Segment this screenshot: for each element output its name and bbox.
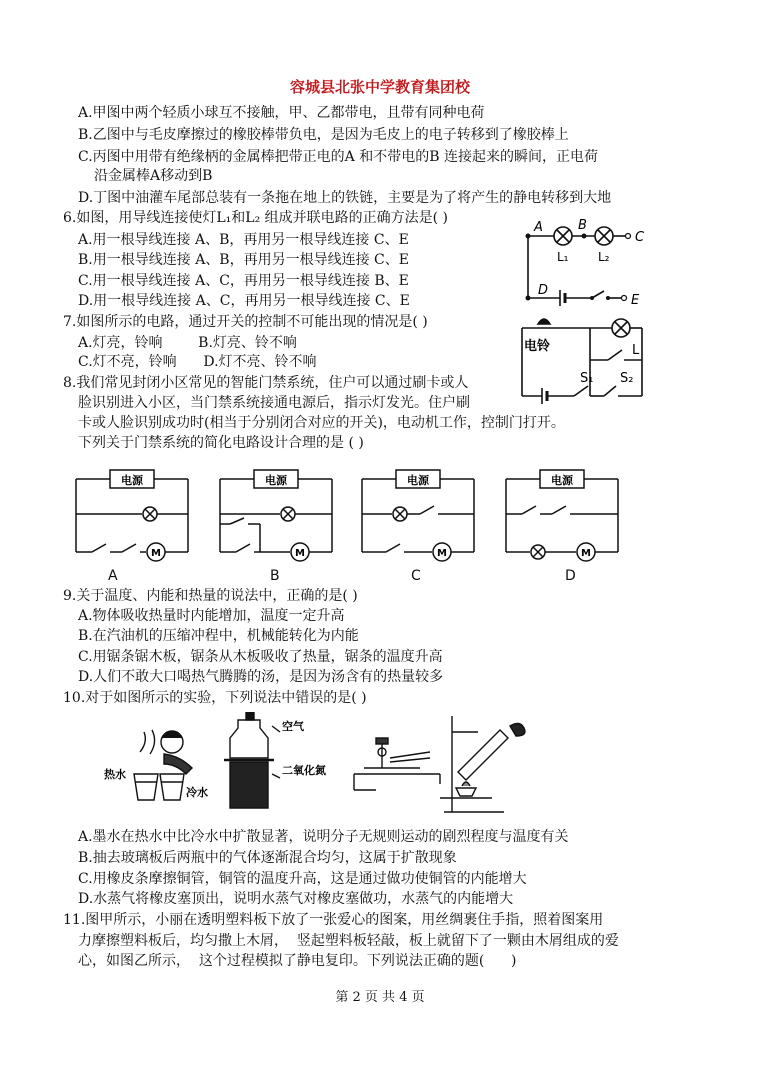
q9-stem: 9.关于温度、内能和热量的说法中，正确的是( )	[63, 588, 358, 604]
q10-no2-label: 二氧化氮	[282, 764, 326, 777]
q9-option-a: A.物体吸收热量时内能增加，温度一定升高	[78, 608, 345, 624]
q8-b-motor-label: M	[295, 548, 305, 559]
q10-hot-water-label: 热水	[104, 768, 126, 781]
q8-c-source-label: 电源	[407, 474, 429, 487]
q10-option-b: B.抽去玻璃板后两瓶中的气体逐渐混合均匀，这属于扩散现象	[78, 850, 457, 866]
page-footer: 第 2 页 共 4 页	[335, 990, 425, 1005]
q8-line-3: 卡或人脸识别成功时(相当于分别闭合对应的开关)，电动机工作，控制门打开。	[78, 415, 565, 431]
q8-circuit-a	[70, 468, 194, 564]
q7-circuit-figure	[516, 312, 650, 410]
q9-option-b: B.在汽油机的压缩冲程中，机械能转化为内能	[78, 628, 359, 644]
q8-d-source-label: 电源	[551, 474, 573, 487]
q8-line-1: 8.我们常见封闭小区常见的智能门禁系统，住户可以通过刷卡或人	[63, 375, 469, 391]
q5-option-b: B.乙图中与毛皮摩擦过的橡胶棒带负电，是因为毛皮上的电子转移到了橡胶棒上	[78, 127, 569, 143]
q9-option-c: C.用锯条锯木板，锯条从木板吸收了热量，锯条的温度升高	[78, 649, 443, 665]
q6-option-d: D.用一根导线连接 A、C，再用另一根导线连接 C、E	[78, 293, 410, 309]
q8-b-source-label: 电源	[265, 474, 287, 487]
q10-option-c: C.用橡皮条摩擦铜管，铜管的温度升高，这是通过做功使铜管的内能增大	[78, 871, 527, 887]
q6-label-a: A	[534, 220, 543, 235]
q7-bell-label: 电铃	[524, 339, 551, 354]
q6-label-b: B	[578, 218, 587, 233]
q11-line-2: 力摩擦塑料板后，均匀撒上木屑， 竖起塑料板轻敲，板上就留下了一颗由木屑组成的爱	[78, 933, 619, 949]
q6-option-a: A.用一根导线连接 A、B，再用另一根导线连接 C、E	[78, 232, 409, 248]
q7-s1-label: S₁	[580, 371, 594, 386]
q8-circuit-b	[214, 468, 338, 564]
q8-line-2: 脸识别进入小区，当门禁系统接通电源后，指示灯发光。住户刷	[78, 395, 470, 411]
q7-stem: 7.如图所示的电路，通过开关的控制不可能出现的情况是( )	[63, 314, 428, 330]
q10-stem: 10.对于如图所示的实验，下列说法中错误的是( )	[63, 690, 367, 706]
q8-caption-c: C	[411, 568, 421, 584]
q6-label-e: E	[631, 293, 640, 308]
q10-option-a: A.墨水在热水中比冷水中扩散显著，说明分子无规则运动的剧烈程度与温度有关	[78, 829, 569, 845]
q10-experiment-figures	[100, 712, 540, 818]
q11-line-3: 心，如图乙所示， 这个过程模拟了静电复印。下列说法正确的题( )	[78, 953, 517, 969]
q6-option-c: C.用一根导线连接 A、C，再用另一根导线连接 B、E	[78, 273, 409, 289]
school-header: 容城县北张中学教育集团校	[289, 78, 470, 96]
q8-caption-d: D	[565, 568, 576, 584]
q7-lamp-label: L	[632, 343, 640, 358]
q6-label-d: D	[538, 283, 549, 298]
q8-circuit-c	[356, 468, 480, 564]
q9-option-d: D.人们不敢大口喝热气腾腾的汤，是因为汤含有的热量较多	[78, 669, 444, 685]
q7-options-row1: A.灯亮，铃响 B.灯亮、铃不响	[78, 335, 297, 351]
q7-s2-label: S₂	[620, 371, 634, 386]
q8-d-motor-label: M	[581, 548, 591, 559]
q8-a-source-label: 电源	[121, 474, 143, 487]
q8-a-motor-label: M	[151, 548, 161, 559]
q6-stem: 6.如图，用导线连接使灯L₁和L₂ 组成并联电路的正确方法是( )	[63, 210, 448, 226]
q5-option-a: A.甲图中两个轻质小球互不接触，甲、乙都带电，且带有同种电荷	[78, 105, 485, 121]
q6-label-l2: L₂	[598, 250, 610, 264]
q5-option-c: C.丙图中用带有绝缘柄的金属棒把带正电的A 和不带电的B 连接起来的瞬间，正电荷	[78, 149, 598, 165]
q10-option-d: D.水蒸气将橡皮塞顶出，说明水蒸气对橡皮塞做功，水蒸气的内能增大	[78, 891, 514, 907]
q10-air-label: 空气	[282, 720, 304, 733]
q6-circuit-figure	[518, 214, 658, 314]
q10-cold-water-label: 冷水	[186, 786, 208, 799]
q8-caption-a: A	[108, 568, 118, 584]
q8-line-4: 下列关于门禁系统的简化电路设计合理的是 ( )	[78, 435, 364, 451]
q6-label-l1: L₁	[557, 250, 569, 264]
q6-label-c: C	[635, 230, 645, 245]
q8-c-motor-label: M	[437, 548, 447, 559]
q5-option-c-cont: 沿金属棒A移动到B	[94, 168, 213, 184]
q8-circuit-d	[500, 468, 624, 564]
q11-line-1: 11.图甲所示，小丽在透明塑料板下放了一张爱心的图案，用丝绸裹住手指，照着图案用	[63, 912, 604, 928]
q7-options-row2: C.灯不亮，铃响 D.灯不亮、铃不响	[78, 354, 317, 370]
q8-caption-b: B	[270, 568, 280, 584]
q5-option-d: D.丁图中油灌车尾部总装有一条拖在地上的铁链，主要是为了将产生的静电转移到大地	[78, 190, 612, 206]
q6-option-b: B.用一根导线连接 A、B，再用另一根导线连接 C、E	[78, 252, 409, 268]
